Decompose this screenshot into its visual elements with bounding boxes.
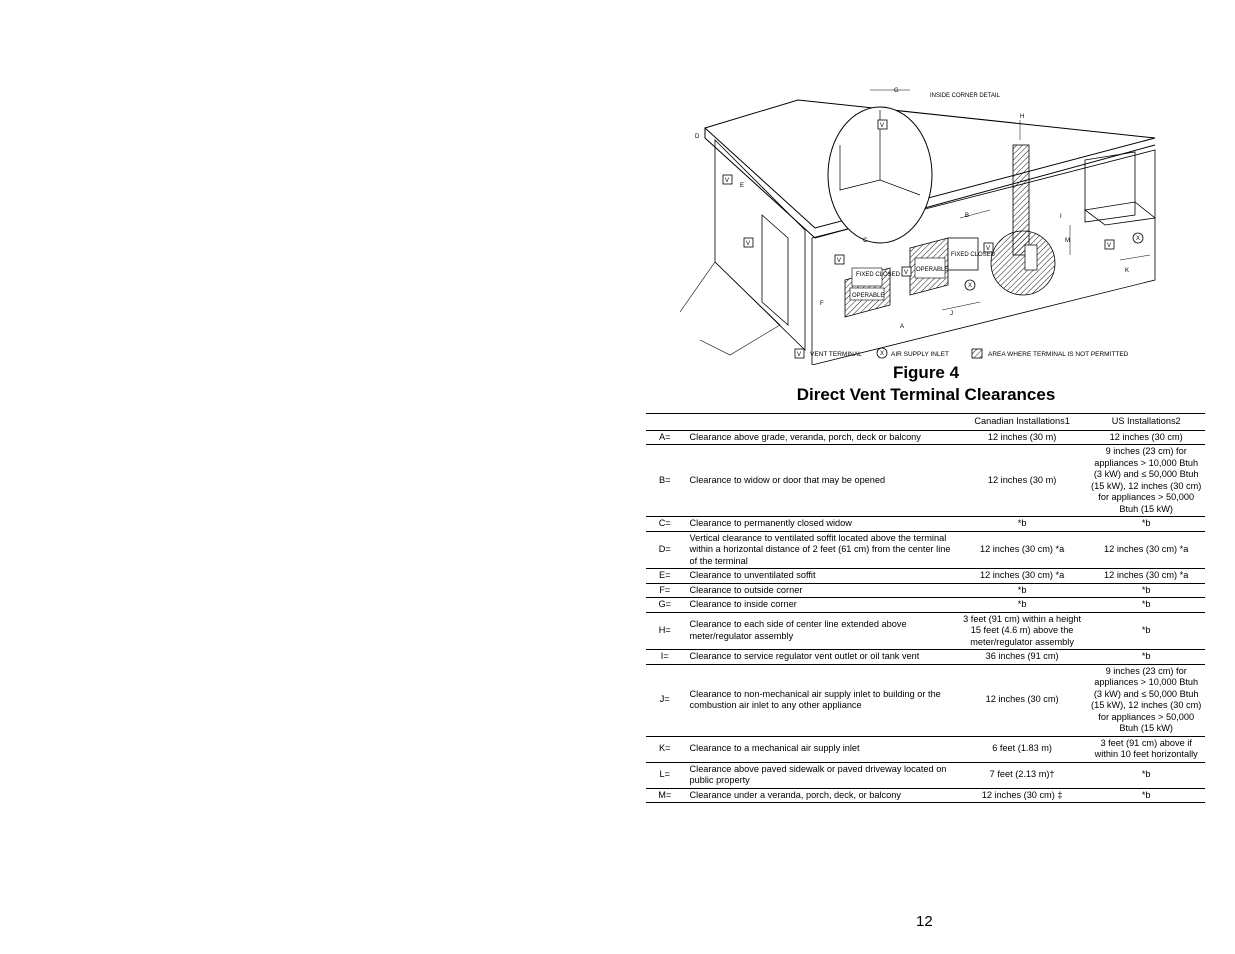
row-description: Vertical clearance to ventilated soffit located above the terminal within a horizontal distance of 2 feet (61 cm) from the center line of the terminal [684,531,957,569]
svg-text:X: X [880,351,885,357]
figure-title: Direct Vent Terminal Clearances [796,385,1056,404]
row-us: *b [1087,788,1205,803]
row-description: Clearance to a mechanical air supply inlet [684,736,957,762]
row-canadian: *b [957,583,1088,598]
svg-text:FIXED CLOSED: FIXED CLOSED [856,272,901,278]
door [762,215,788,325]
table-row [646,569,1205,584]
row-canadian: 12 inches (30 cm) [957,664,1088,736]
svg-text:OPERABLE: OPERABLE [852,293,885,299]
ground-lines [680,262,780,355]
row-description: Clearance under a veranda, porch, deck, or balcony [684,788,957,803]
table-row [646,664,1205,736]
svg-text:A: A [900,324,905,330]
row-canadian: 12 inches (30 m) [957,445,1088,517]
svg-text:E: E [740,183,745,189]
svg-text:FIXED CLOSED: FIXED CLOSED [951,252,996,258]
svg-text:C: C [863,238,868,244]
table-row [646,445,1205,517]
svg-text:M: M [1065,238,1070,244]
row-description: Clearance to unventilated soffit [684,569,957,584]
row-description: Clearance to non-mechanical air supply inlet to building or the combustion air inlet to any other appliance [684,664,957,736]
table-header-row [646,414,1205,431]
legend-vent-terminal: VENT TERMINAL [810,351,862,358]
row-us: 12 inches (30 cm) [1087,430,1205,445]
figure-number: Figure 4 [892,363,960,382]
row-us: *b [1087,517,1205,532]
page-number: 12 [916,913,933,930]
row-us: *b [1087,612,1205,650]
table-row [646,788,1205,803]
svg-text:V: V [746,241,751,247]
svg-text:V: V [725,178,730,184]
table-row [646,517,1205,532]
svg-text:V: V [837,258,842,264]
row-letter: C= [646,517,684,532]
row-description: Clearance to service regulator vent outlet or oil tank vent [684,650,957,665]
row-letter: L= [646,762,684,788]
svg-text:X: X [1136,236,1141,242]
row-us: *b [1087,650,1205,665]
row-letter: G= [646,598,684,613]
header-us: US Installations2 [1087,414,1205,431]
row-us: 12 inches (30 cm) *a [1087,569,1205,584]
clearance-diagram [680,80,1180,365]
row-letter: I= [646,650,684,665]
row-canadian: *b [957,517,1088,532]
svg-text:B: B [965,213,970,219]
row-description: Clearance to each side of center line extended above meter/regulator assembly [684,612,957,650]
table-row [646,430,1205,445]
row-letter: J= [646,664,684,736]
legend-air-supply-inlet: AIR SUPPLY INLET [891,351,949,358]
svg-text:X: X [968,283,973,289]
svg-text:G: G [894,88,899,94]
row-letter: M= [646,788,684,803]
clearance-table [646,413,1205,803]
row-us: 9 inches (23 cm) for appliances > 10,000 Btuh (3 kW) and ≤ 50,000 Btuh (15 kW), 12 inches (30 cm) for appliances > 50,000 Btuh (15 kW) [1087,445,1205,517]
row-letter: B= [646,445,684,517]
svg-text:OPERABLE: OPERABLE [916,267,949,273]
svg-text:V: V [797,352,802,358]
row-letter: D= [646,531,684,569]
header-letter [646,414,684,431]
header-canadian: Canadian Installations1 [957,414,1088,431]
row-canadian: 12 inches (30 cm) *a [957,569,1088,584]
row-canadian: 12 inches (30 cm) *a [957,531,1088,569]
table-row [646,612,1205,650]
row-letter: A= [646,430,684,445]
svg-text:V: V [904,270,909,276]
row-description: Clearance above paved sidewalk or paved driveway located on public property [684,762,957,788]
table-row [646,583,1205,598]
table-row [646,736,1205,762]
header-description [684,414,957,431]
row-us: 3 feet (91 cm) above if within 10 feet horizontally [1087,736,1205,762]
meter-box [1025,245,1037,270]
row-description: Clearance to inside corner [684,598,957,613]
row-canadian: 36 inches (91 cm) [957,650,1088,665]
figure-caption [646,362,1206,406]
row-description: Clearance above grade, veranda, porch, deck or balcony [684,430,957,445]
row-us: *b [1087,762,1205,788]
table-row [646,650,1205,665]
table-row [646,531,1205,569]
row-description: Clearance to widow or door that may be opened [684,445,957,517]
svg-text:V: V [880,123,885,129]
house-line-drawing [680,80,1180,365]
table-row [646,762,1205,788]
svg-text:D: D [695,134,700,140]
svg-text:F: F [820,301,824,307]
row-us: 12 inches (30 cm) *a [1087,531,1205,569]
row-us: *b [1087,598,1205,613]
svg-text:V: V [1107,243,1112,249]
row-canadian: 7 feet (2.13 m)† [957,762,1088,788]
svg-text:K: K [1125,268,1130,274]
row-canadian: *b [957,598,1088,613]
meter-hatch-area [991,231,1055,295]
row-us: *b [1087,583,1205,598]
row-canadian: 3 feet (91 cm) within a height 15 feet (4.6 m) above the meter/regulator assembly [957,612,1088,650]
row-description: Clearance to permanently closed widow [684,517,957,532]
row-us: 9 inches (23 cm) for appliances > 10,000 Btuh (3 kW) and ≤ 50,000 Btuh (15 kW), 12 inches (30 cm) for appliances > 50,000 Btuh (15 kW) [1087,664,1205,736]
svg-text:V: V [986,246,991,252]
row-letter: E= [646,569,684,584]
row-canadian: 12 inches (30 m) [957,430,1088,445]
row-canadian: 6 feet (1.83 m) [957,736,1088,762]
table-row [646,598,1205,613]
legend-not-permitted: AREA WHERE TERMINAL IS NOT PERMITTED [988,351,1129,358]
svg-text:I: I [1060,214,1062,220]
row-canadian: 12 inches (30 cm) ‡ [957,788,1088,803]
left-wall [715,140,805,350]
row-description: Clearance to outside corner [684,583,957,598]
svg-text:H: H [1020,114,1025,120]
svg-text:INSIDE CORNER DETAIL: INSIDE CORNER DETAIL [930,93,1000,99]
svg-text:J: J [950,311,953,317]
row-letter: H= [646,612,684,650]
row-letter: K= [646,736,684,762]
row-letter: F= [646,583,684,598]
